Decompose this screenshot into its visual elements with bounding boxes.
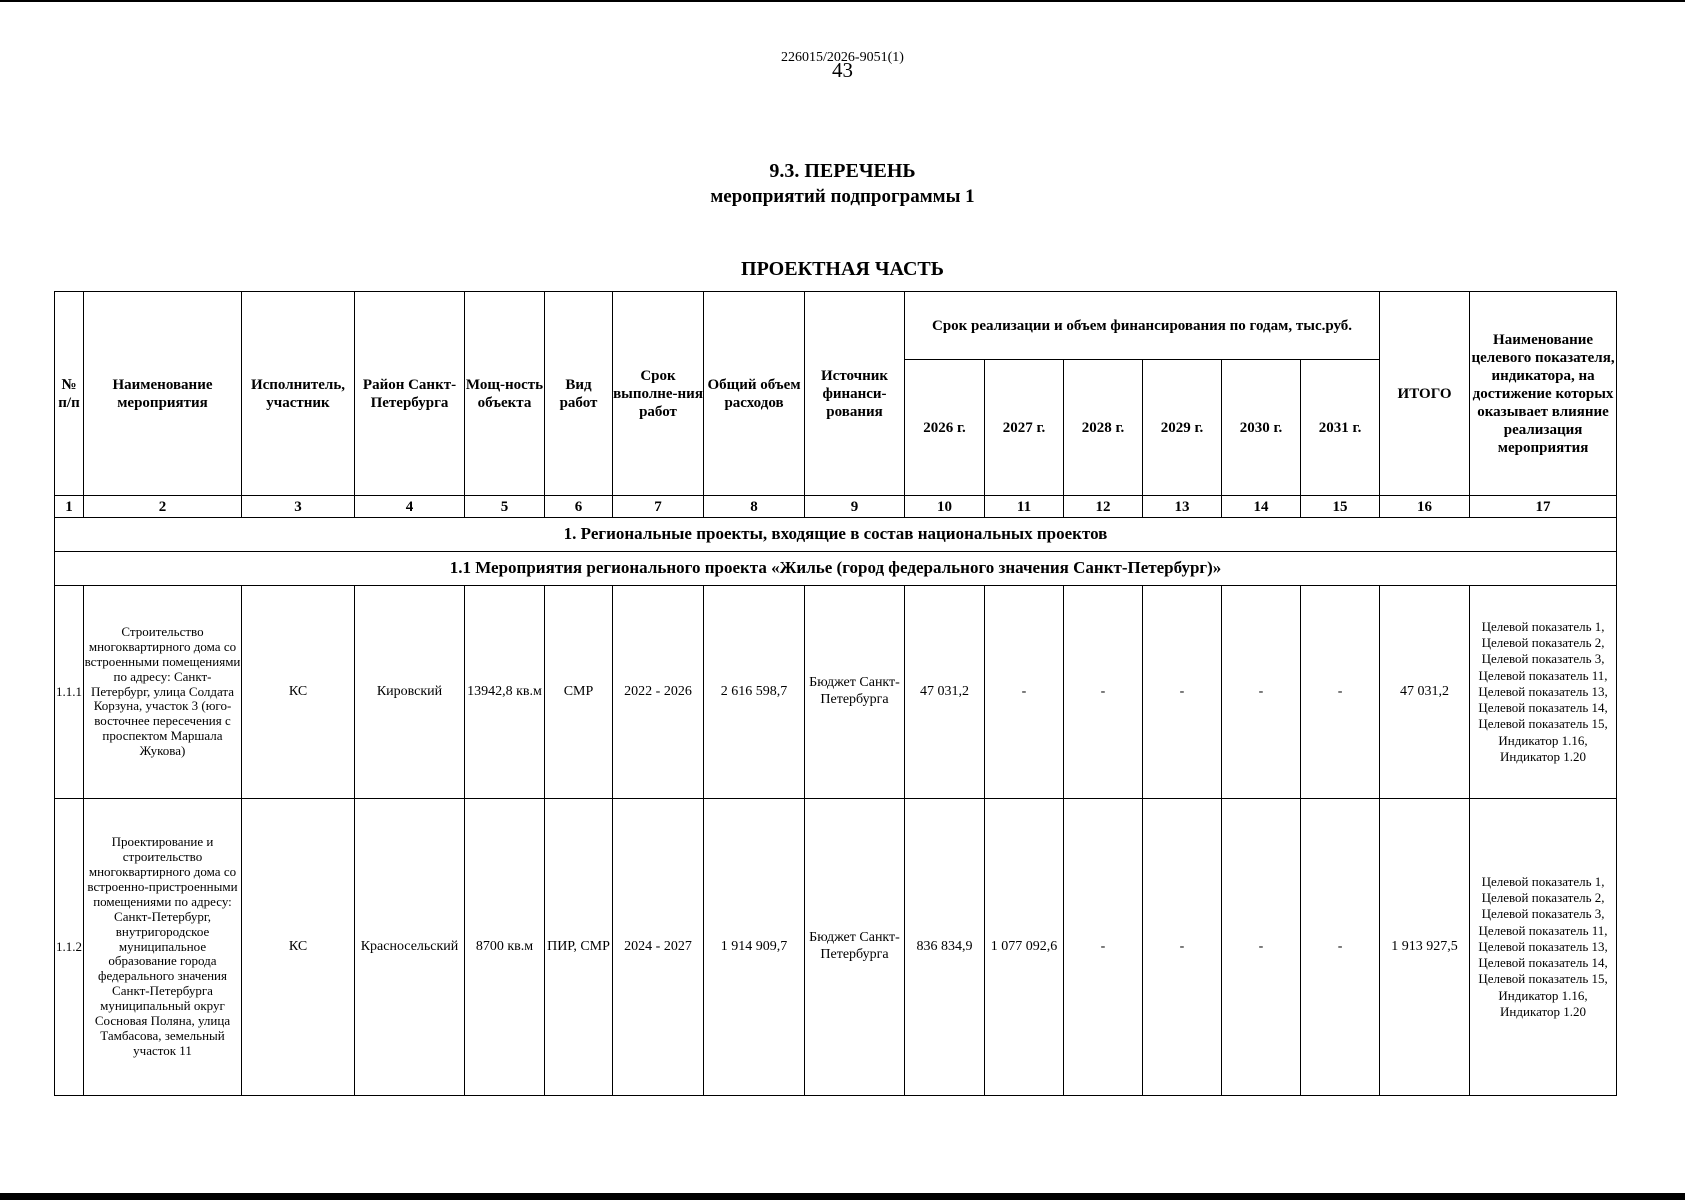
- column-number: 12: [1064, 496, 1143, 518]
- col-header-year: 2030 г.: [1222, 360, 1301, 496]
- row-year-value: -: [1222, 799, 1301, 1096]
- page-number: 43: [832, 58, 853, 82]
- row-total: 1 913 927,5: [1380, 799, 1470, 1096]
- row-total: 47 031,2: [1380, 586, 1470, 799]
- row-indicator: Целевой показатель 1, Целевой показатель 2, Целевой показатель 3, Целевой показатель 11, Целевой показатель 13, Целевой показатель 14, Целевой показатель 15, Индикатор 1.16, Индикатор 1.20: [1470, 799, 1617, 1096]
- column-number: 3: [242, 496, 355, 518]
- col-header-executor: Исполнитель, участник: [242, 292, 355, 496]
- section-row: [55, 518, 1617, 552]
- activities-table: [54, 291, 1617, 1096]
- row-period: 2024 - 2027: [613, 799, 704, 1096]
- column-number: 13: [1143, 496, 1222, 518]
- subsection-row: [55, 552, 1617, 586]
- row-year-value: 1 077 092,6: [985, 799, 1064, 1096]
- row-year-value: -: [985, 586, 1064, 799]
- row-capacity: 13942,8 кв.м: [465, 586, 545, 799]
- row-num: 1.1.2: [55, 799, 84, 1096]
- row-year-value: -: [1064, 799, 1143, 1096]
- row-work-type: ПИР, СМР: [545, 799, 613, 1096]
- row-year-value: -: [1143, 799, 1222, 1096]
- row-year-value: 836 834,9: [905, 799, 985, 1096]
- col-header-indicator: Наименование целевого показателя, индикатора, на достижение которых оказывает влияние реализация мероприятия: [1470, 292, 1617, 496]
- table-row: [55, 799, 1617, 1096]
- col-header-total-cost: Общий объем расходов: [704, 292, 805, 496]
- row-total-cost: 2 616 598,7: [704, 586, 805, 799]
- column-number: 4: [355, 496, 465, 518]
- row-capacity: 8700 кв.м: [465, 799, 545, 1096]
- row-source: Бюджет Санкт-Петербурга: [805, 586, 905, 799]
- column-number: 2: [84, 496, 242, 518]
- subsection-heading: 1.1 Мероприятия регионального проекта «Жилье (город федерального значения Санкт-Петербург)»: [55, 552, 1617, 586]
- row-year-value: 47 031,2: [905, 586, 985, 799]
- col-header-work-type: Вид работ: [545, 292, 613, 496]
- col-header-year: 2029 г.: [1143, 360, 1222, 496]
- col-header-period: Срок выполне-ния работ: [613, 292, 704, 496]
- column-number: 11: [985, 496, 1064, 518]
- column-number: 15: [1301, 496, 1380, 518]
- col-header-capacity: Мощ-ность объекта: [465, 292, 545, 496]
- col-header-year: 2028 г.: [1064, 360, 1143, 496]
- table-row: [55, 586, 1617, 799]
- section-subtitle: ПРОЕКТНАЯ ЧАСТЬ: [741, 258, 944, 280]
- row-year-value: -: [1301, 586, 1380, 799]
- row-period: 2022 - 2026: [613, 586, 704, 799]
- row-source: Бюджет Санкт-Петербурга: [805, 799, 905, 1096]
- col-header-total: ИТОГО: [1380, 292, 1470, 496]
- row-year-value: -: [1064, 586, 1143, 799]
- document-number: 226015/2026-9051(1): [781, 50, 904, 65]
- row-num: 1.1.1: [55, 586, 84, 799]
- col-header-years-group: Срок реализации и объем финансирования по годам, тыс.руб.: [905, 292, 1380, 360]
- document-title: 9.3. ПЕРЕЧЕНЬ: [769, 160, 916, 182]
- row-work-type: СМР: [545, 586, 613, 799]
- col-header-num: № п/п: [55, 292, 84, 496]
- row-executor: КС: [242, 586, 355, 799]
- row-indicator: Целевой показатель 1, Целевой показатель 2, Целевой показатель 3, Целевой показатель 11, Целевой показатель 13, Целевой показатель 14, Целевой показатель 15, Индикатор 1.16, Индикатор 1.20: [1470, 586, 1617, 799]
- row-executor: КС: [242, 799, 355, 1096]
- row-total-cost: 1 914 909,7: [704, 799, 805, 1096]
- col-header-year: 2026 г.: [905, 360, 985, 496]
- column-number: 1: [55, 496, 84, 518]
- row-year-value: -: [1143, 586, 1222, 799]
- document-title-line2: мероприятий подпрограммы 1: [710, 186, 975, 207]
- column-number: 16: [1380, 496, 1470, 518]
- row-name: Строительство многоквартирного дома со встроенными помещениями по адресу: Санкт-Петербург, улица Солдата Корзуна, участок 3 (юго-восточнее пересечения с проспектом Маршала Жукова): [84, 586, 242, 799]
- column-number: 7: [613, 496, 704, 518]
- column-number: 6: [545, 496, 613, 518]
- column-number: 14: [1222, 496, 1301, 518]
- column-number-row: [55, 496, 1617, 518]
- column-number: 5: [465, 496, 545, 518]
- column-number: 8: [704, 496, 805, 518]
- bottom-border-line: [0, 1193, 1685, 1200]
- column-number: 10: [905, 496, 985, 518]
- col-header-district: Район Санкт-Петербурга: [355, 292, 465, 496]
- column-number: 17: [1470, 496, 1617, 518]
- col-header-name: Наименование мероприятия: [84, 292, 242, 496]
- header-row: [55, 292, 1617, 360]
- row-district: Кировский: [355, 586, 465, 799]
- row-name: Проектирование и строительство многоквартирного дома со встроенно-пристроенными помещениями по адресу: Санкт-Петербург, внутригородское муниципальное образование города федерального значения Санкт-Петербурга муниципальный округ Сосновая Поляна, улица Тамбасова, земельный участок 11: [84, 799, 242, 1096]
- col-header-source: Источник финанси-рования: [805, 292, 905, 496]
- top-border-line: [0, 0, 1685, 2]
- col-header-year: 2031 г.: [1301, 360, 1380, 496]
- section-heading: 1. Региональные проекты, входящие в состав национальных проектов: [55, 518, 1617, 552]
- column-number: 9: [805, 496, 905, 518]
- row-year-value: -: [1301, 799, 1380, 1096]
- row-district: Красносельский: [355, 799, 465, 1096]
- col-header-year: 2027 г.: [985, 360, 1064, 496]
- row-year-value: -: [1222, 586, 1301, 799]
